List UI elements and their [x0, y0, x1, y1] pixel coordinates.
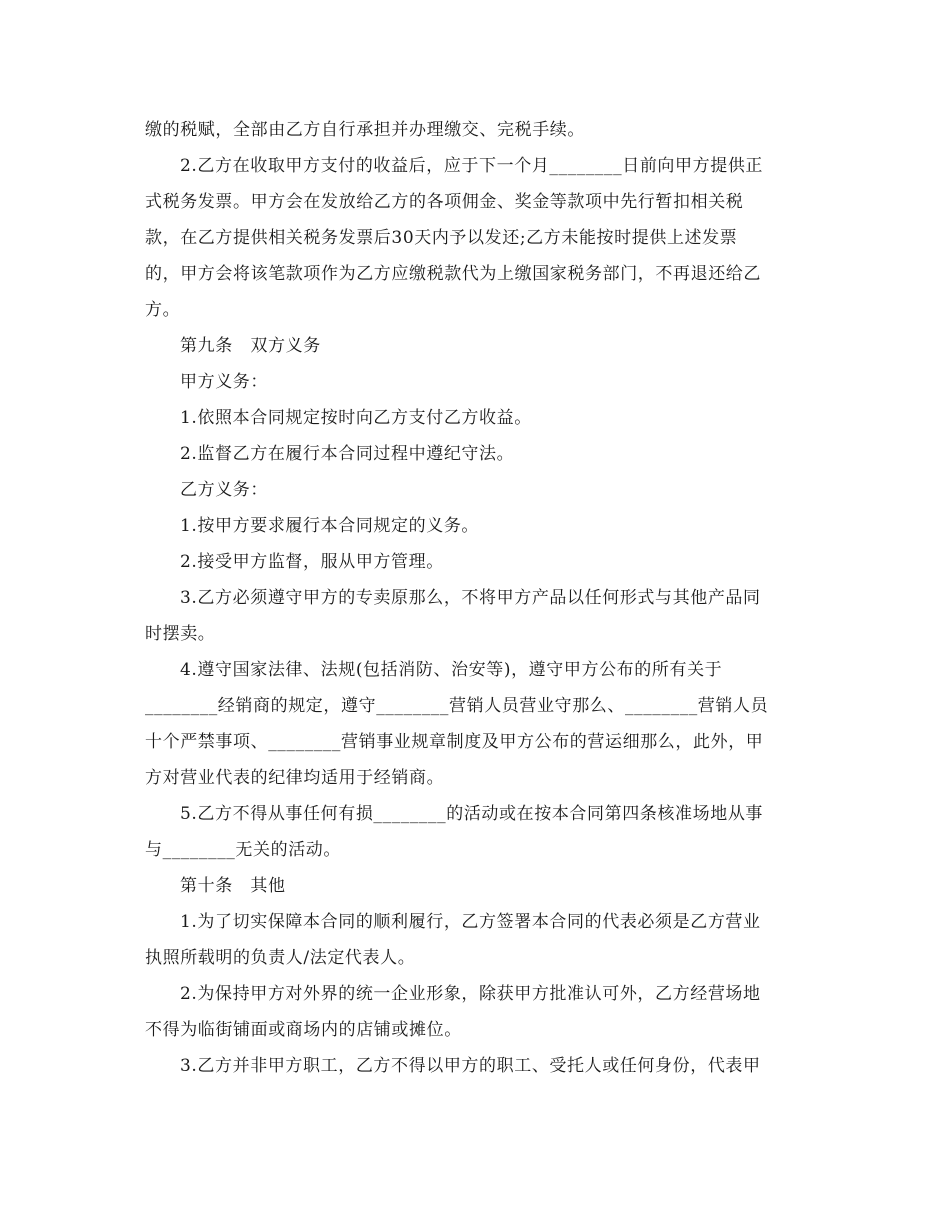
text-line: 不得为临街铺面或商场内的店铺或摊位。: [145, 1020, 462, 1040]
text-line: 时摆卖。: [145, 624, 216, 644]
text-line: 款，在乙方提供相关税务发票后30天内予以发还;乙方未能按时提供上述发票: [145, 228, 738, 248]
text-line: 2.监督乙方在履行本合同过程中遵纪守法。: [180, 444, 515, 464]
text-line: 十个严禁事项、________营销事业规章制度及甲方公布的营运细那么，此外，甲: [145, 732, 764, 752]
text-line: 的，甲方会将该笔款项作为乙方应缴税款代为上缴国家税务部门，不再退还给乙: [145, 264, 761, 284]
text-line: 执照所载明的负责人/法定代表人。: [145, 948, 416, 968]
section-heading: 第九条 双方义务: [180, 336, 321, 356]
text-line: 4.遵守国家法律、法规(包括消防、治安等)，遵守甲方公布的所有关于: [180, 660, 723, 680]
text-line: 1.为了切实保障本合同的顺利履行，乙方签署本合同的代表必须是乙方营业: [180, 912, 761, 932]
text-line: 方对营业代表的纪律均适用于经销商。: [145, 768, 445, 788]
text-line: 方。: [145, 300, 181, 320]
text-line: 甲方义务：: [180, 372, 268, 392]
section-heading: 第十条 其他: [180, 876, 286, 896]
text-line: 式税务发票。甲方会在发放给乙方的各项佣金、奖金等款项中先行暂扣相关税: [145, 192, 744, 212]
text-line: 3.乙方并非甲方职工，乙方不得以甲方的职工、受托人或任何身份，代表甲: [180, 1056, 761, 1076]
text-line: ________经销商的规定，遵守________营销人员营业守那么、________营销人员: [145, 696, 769, 716]
text-line: 2.接受甲方监督，服从甲方管理。: [180, 552, 444, 572]
text-line: 乙方义务：: [180, 480, 268, 500]
text-line: 与________无关的活动。: [145, 840, 341, 860]
text-line: 1.按甲方要求履行本合同规定的义务。: [180, 516, 480, 536]
text-line: 5.乙方不得从事任何有损________的活动或在按本合同第四条核准场地从事: [180, 804, 764, 824]
text-line: 3.乙方必须遵守甲方的专卖原那么，不将甲方产品以任何形式与其他产品同: [180, 588, 761, 608]
text-line: 缴的税赋，全部由乙方自行承担并办理缴交、完税手续。: [145, 120, 585, 140]
text-line: 2.为保持甲方对外界的统一企业形象，除获甲方批准认可外，乙方经营场地: [180, 984, 761, 1004]
text-line: 2.乙方在收取甲方支付的收益后，应于下一个月________日前向甲方提供正: [180, 156, 764, 176]
text-line: 1.依照本合同规定按时向乙方支付乙方收益。: [180, 408, 532, 428]
